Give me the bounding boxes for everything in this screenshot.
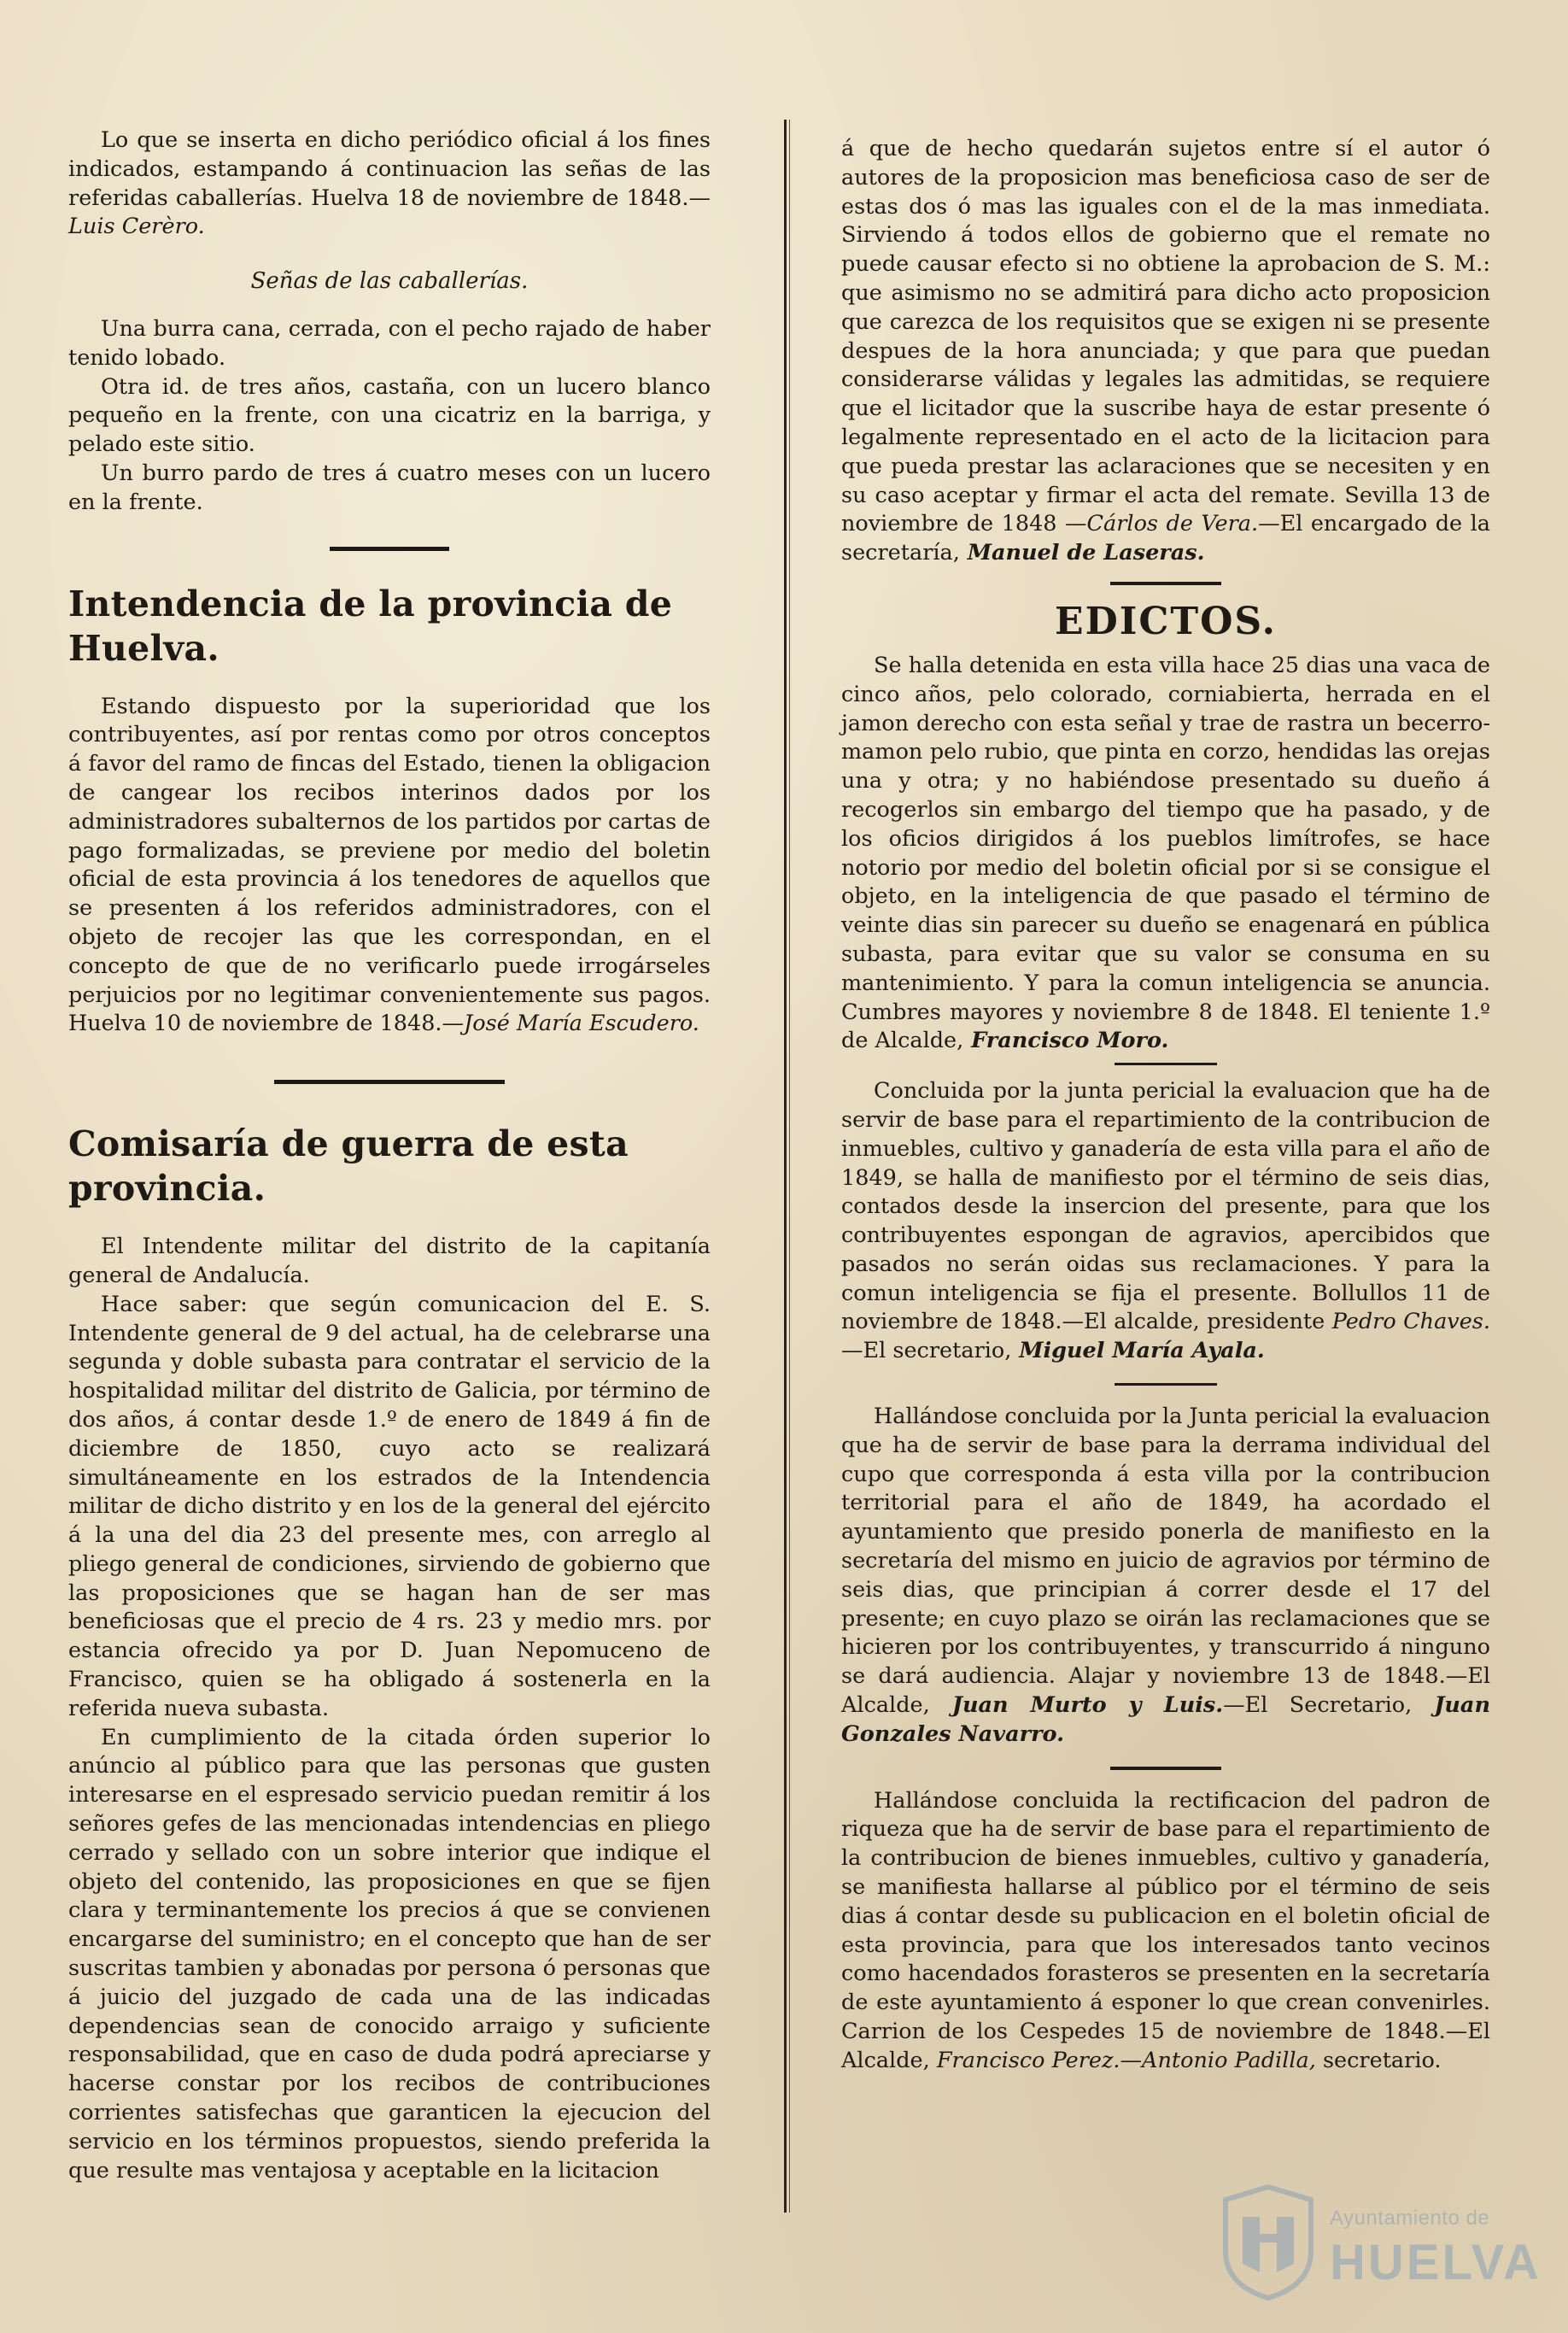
notice-cumplimiento: En cumplimiento de la citada órden superior lo anúncio al público para que las personas que gusten interesarse en el espresado servicio puedan remitir á los señores gefes de las mencionadas intendencias en pliego cerrado y sellado con un sobre interior que indique el objeto del contenido, las proposiciones en que se fijen clara y terminantemente los precios á que se convienen encargarse del suministro; en el concepto que han de ser suscritas tambien y abonadas por persona ó personas que á juicio del juzgado de cada una de las indicadas dependencias sean de conocido arraigo y suficiente responsabilidad, que en caso de duda podrá apreciarse y hacerse constar por los recibos de contribuciones corrientes satisfechas que garanticen la ejecucion del servicio en los términos propuestos, siendo preferida la que resulte mas ventajosa y aceptable en la licitacion — [68, 1724, 711, 2184]
sena-item: Un burro pardo de tres á cuatro meses con un lucero en la frente. — [68, 460, 711, 515]
signature: Juan Gonzales Navarro. — [841, 1692, 1490, 1747]
notice-intendencia — [68, 693, 711, 1040]
signature: —José María Escudero. — [442, 1011, 699, 1037]
subhead-senas: Señas de las caballerías. — [250, 268, 529, 295]
sena-item: Una burra cana, cerrada, con el pecho rajado de haber tenido lobado. — [68, 315, 711, 371]
notice-intendente: El Intendente militar del distrito de la capitanía general de Andalucía. — [68, 1234, 711, 1288]
separator-rule — [330, 547, 449, 551]
notice-hace-saber: Hace saber: que según comunicacion del E. S. Intendente general de 9 del actual, ha de celebrarse una segunda y doble subasta para contratar el servicio de la hospitalidad militar del distrito de Galicia, por término de dos años, á contar desde 1.º de enero de 1849 á fin de diciembre de 1850, cuyo acto se realizará simultáneamente en los estrados de la Intendencia militar de dicho distrito y en los de la general del ejército á la una del dia 23 del presente mes, con arreglo al pliego general de condiciones, sirviendo de gobierno que las proposiciones que se hagan han de ser mas beneficiosas que el precio de 4 rs. 23 y medio mrs. por estancia ofrecido ya por D. Juan Nepomuceno de Francisco, quien se ha obligado á sostenerla en la referida nueva subasta. — [68, 1291, 711, 1721]
ayuntamiento-watermark — [1217, 2183, 1542, 2311]
section-title-edictos: EDICTOS. — [1055, 599, 1277, 643]
notice-text: —El Secretario, — [1223, 1692, 1413, 1719]
signature: Francisco Perez. — [929, 2047, 1120, 2073]
signature: Francisco Moro. — [963, 1028, 1169, 1054]
separator-rule — [274, 1080, 505, 1084]
signature: —Antonio Padilla, — [1120, 2047, 1316, 2073]
signature: Miguel María Ayala. — [1011, 1338, 1265, 1364]
section-title-comisaria: Comisaría de guerra de esta provincia. — [68, 1123, 629, 1210]
notice-text: Lo que se inserta en dicho periódico oficial á los fines indicados, estampando á continuacion las señas de las referidas caballerías. Huelva 18 de noviembre de 1848. — [68, 127, 711, 211]
separator-rule — [1110, 582, 1221, 585]
signature: Manuel de Laseras. — [959, 540, 1205, 566]
signature: —Luis Cerèro. — [68, 185, 711, 240]
notice-text: —El encargado de la secretaría, — [841, 511, 1490, 566]
notice-text: secretario. — [1315, 2047, 1442, 2073]
notice-text: Se halla detenida en esta villa hace 25 dias una vaca de cinco años, pelo colorado, corniabierta, herrada en el jamon derecho con esta señal y trae de rastra un becerro-mamon pelo rubio, que pinta en corzo, hendidas las orejas una y otra; y no habiéndose presentado su dueño á recogerlos sin embargo del tiempo que ha pasado, y de los oficios dirigidos á los pueblos limítrofes, se hace notorio por medio del boletin oficial por si se consigue el objeto, en la inteligencia de que pasado el término de veinte dias sin parecer su dueño se enagenará en pública subasta, para evitar que su valor se consuma en su mantenimiento. Y para la comun inteligencia se anuncia. Cumbres mayores y noviembre 8 de 1848. El teniente 1.º de Alcalde, — [841, 652, 1490, 1054]
watermark-line1: Ayuntamiento de — [1330, 2207, 1490, 2230]
signature: —Cárlos de Vera. — [1056, 511, 1259, 537]
signature: Pedro Chaves. — [1325, 1309, 1490, 1335]
left-column — [68, 126, 711, 2185]
edicto-bollullos — [841, 1077, 1490, 1366]
notice-text: Hallándose concluida por la Junta pericial la evaluacion que ha de servir de base para la derrama individual del cupo que corresponda á esta villa por la contribucion territorial para el año de 1849, ha acordado el ayuntamiento que presido ponerla de manifiesto en la secretaría del mismo en juicio de agravios por término de seis dias, que principian á correr desde el 17 del presente; en cuyo plazo se oirán las reclamaciones que se hicieren por los contribuyentes, y transcurrido á ninguno se dará audiencia. Alajar y noviembre 13 de 1848.—El Alcalde, — [841, 1404, 1490, 1719]
notice-continuation — [841, 135, 1490, 568]
notice-text: —El secretario, — [841, 1338, 1012, 1364]
sena-item: Otra id. de tres años, castaña, con un lucero blanco pequeño en la frente, con una cicatriz en la barriga, y pelado este sitio. — [68, 373, 711, 458]
notice-caballerias — [68, 126, 711, 242]
notice-text: Estando dispuesto por la superioridad que los contribuyentes, así por rentas como por otros conceptos á favor del ramo de fincas del Estado, tienen la obligacion de cangear los recibos interinos dados por los administradores subalternos de los partidos por cartas de pago formalizadas, se previene por medio del boletin oficial de esta provincia á los tenedores de aquellos que se presenten á los referidos administradores, con el objeto de recojer las que les correspondan, en el concepto de que de no verificarlo puede irrogárseles perjuicios por no legitimar convenientemente sus pagos. Huelva 10 de noviembre de 1848. — [68, 693, 711, 1037]
edicto-alajar — [841, 1403, 1490, 1750]
section-title-intendencia: Intendencia de la provincia de Huelva. — [68, 583, 673, 669]
notice-text: Concluida por la junta pericial la evaluacion que ha de servir de base para el repartimiento de la contribucion de inmuebles, cultivo y ganadería de esta villa para el año de 1849, se halla de manifiesto por el término de seis dias, contados desde la insercion del presente, para que los contribuyentes espongan de agravios, apercibidos que pasados no serán oidas sus reclamaciones. Y para la comun inteligencia se fija el presente. Bollullos 11 de noviembre de 1848.—El alcalde, presidente — [841, 1078, 1490, 1335]
edicto-vaca — [841, 652, 1490, 1056]
city-crest-icon — [1217, 2183, 1319, 2302]
notice-text: á que de hecho quedarán sujetos entre sí el autor ó autores de la proposicion mas beneficiosa caso de ser de estas dos ó mas las iguales con el de la mas inmediata. Sirviendo á todos ellos de gobierno que el remate no puede causar efecto si no obtiene la aprobacion de S. M.: que asimismo no se admitirá para dicho acto proposicion que carezca de los requisitos que se exigen ni se presente despues de la hora anunciada; y que para que puedan considerarse válidas y legales las admitidas, se requiere que el licitador que la suscribe haya de estar presente ó legalmente representado en el acto de la licitacion para que pueda prestar las aclaraciones que se necesiten y en su caso aceptar y firmar el acta del remate. Sevilla 13 de noviembre de 1848 — [841, 136, 1490, 537]
edicto-carrion — [841, 1787, 1490, 2076]
signature: Juan Murto y Luis. — [929, 1692, 1224, 1719]
column-divider-thin — [789, 120, 790, 2213]
right-column — [841, 135, 1490, 2076]
watermark-line2: HUELVA — [1330, 2235, 1542, 2290]
notice-text: Hallándose concluida la rectificacion del padron de riqueza que ha de servir de base para el repartimiento de la contribucion de bienes inmuebles, cultivo y ganadería, se manifiesta hallarse al público por el término de seis dias á contar desde su publicacion en el boletin oficial de esta provincia, para que los interesados tanto vecinos como hacendados forasteros se presenten en la secretaría de este ayuntamiento á esponer lo que crean convenirles. Carrion de los Cespedes 15 de noviembre de 1848.—El Alcalde, — [841, 1787, 1490, 2073]
column-divider — [784, 120, 787, 2213]
